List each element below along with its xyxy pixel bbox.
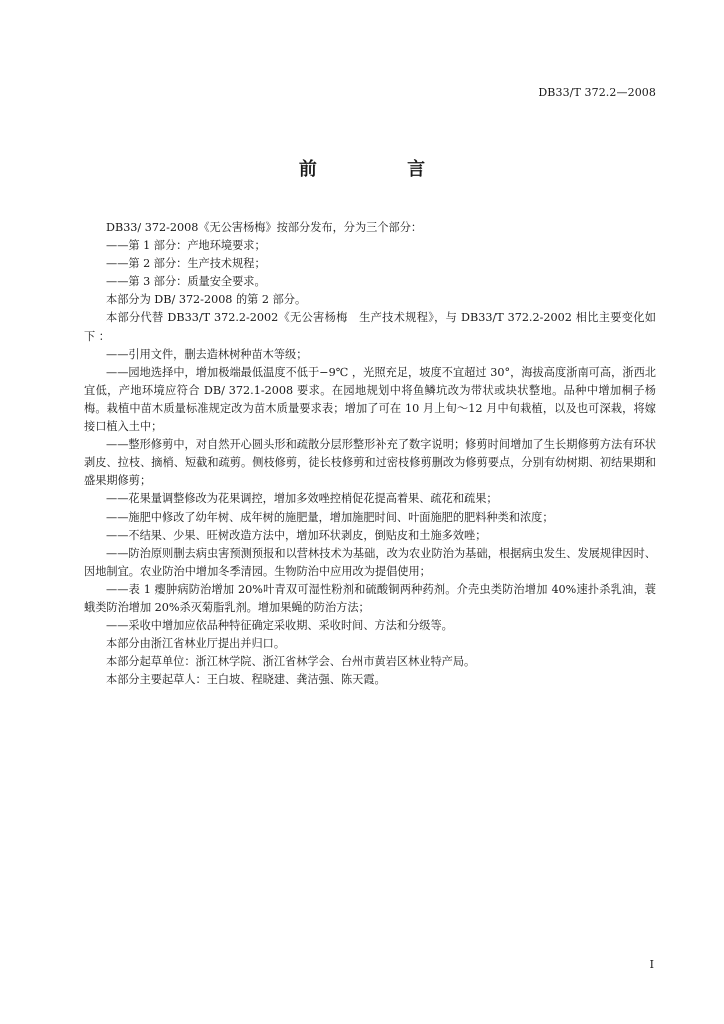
change-item: ——园地选择中，增加极端最低温度不低于−9℃ ，光照充足，坡度不宜超过 30°，海拔高度浙南可高，浙西北宜低，产地环境应符合 DB/ 372.1-2008 要求。在园地规划中将鱼鳞坑改为带状或块状整地。品种中增加桐子杨梅。栽植中苗木质量标准规定改为苗木质量要求表；增加了可在 10 月上旬～12 月中旬栽植，以及也可深栽，将嫁接口植入土中； bbox=[84, 365, 656, 434]
paragraph: 本部分为 DB/ 372-2008 的第 2 部分。 bbox=[106, 293, 307, 307]
change-item: ——表 1 瘿肿病防治增加 20%叶青双可湿性粉剂和硫酸铜两种药剂。介壳虫类防治增加 40%速扑杀乳油，蓑蛾类防治增加 20%杀灭菊脂乳剂。增加果蝇的防治方法； bbox=[84, 582, 656, 614]
change-item: ——引用文件，删去造林树种苗木等级； bbox=[106, 347, 308, 361]
list-item: ——第 2 部分：生产技术规程； bbox=[106, 257, 266, 271]
page-title: 前 言 bbox=[298, 159, 468, 180]
paragraph: 本部分由浙江省林业厅提出并归口。 bbox=[106, 637, 286, 651]
foreword-body bbox=[84, 219, 656, 689]
list-item: ——第 1 部分：产地环境要求； bbox=[106, 239, 266, 253]
paragraph: 本部分起草单位：浙江林学院、浙江省林学会、台州市黄岩区林业特产局。 bbox=[106, 655, 476, 669]
page-number: I bbox=[649, 958, 654, 971]
change-item: ——防治原则删去病虫害预测预报和以营林技术为基础，改为农业防治为基础，根据病虫发生、发展规律因时、因地制宜。农业防治中增加冬季清园。生物防治中应用改为提倡使用； bbox=[84, 546, 656, 578]
change-item: ——不结果、少果、旺树改造方法中，增加环状剥皮，倒贴皮和土施多效唑； bbox=[106, 528, 487, 542]
paragraph: DB33/ 372-2008《无公害杨梅》按部分发布，分为三个部分： bbox=[106, 221, 423, 234]
change-item: ——采收中增加应依品种特征确定采收期、采收时间、方法和分级等。 bbox=[106, 619, 453, 633]
paragraph: 本部分主要起草人：王白坡、程晓建、龚洁强、陈天霞。 bbox=[106, 673, 386, 687]
standard-number-header: DB33/T 372.2—2008 bbox=[538, 86, 656, 99]
change-item: ——整形修剪中，对自然开心圆头形和疏散分层形整形补充了数字说明；修剪时间增加了生长期修剪方法有环状剥皮、拉枝、摘梢、短截和疏剪。侧枝修剪，徒长枝修剪和过密枝修剪删改为修剪要点，分别有幼树期、初结果期和盛果期修剪； bbox=[84, 438, 656, 488]
paragraph: 本部分代替 DB33/T 372.2-2002《无公害杨梅 生产技术规程》，与 DB33/T 372.2-2002 相比主要变化如下 ： bbox=[84, 311, 656, 343]
list-item: ——第 3 部分：质量安全要求。 bbox=[106, 275, 266, 289]
change-item: ——花果量调整修改为花果调控，增加多效唑控梢促花提高着果、疏花和疏果； bbox=[106, 492, 498, 506]
change-item: ——施肥中修改了幼年树、成年树的施肥量，增加施肥时间、叶面施肥的肥料种类和浓度； bbox=[106, 510, 554, 524]
